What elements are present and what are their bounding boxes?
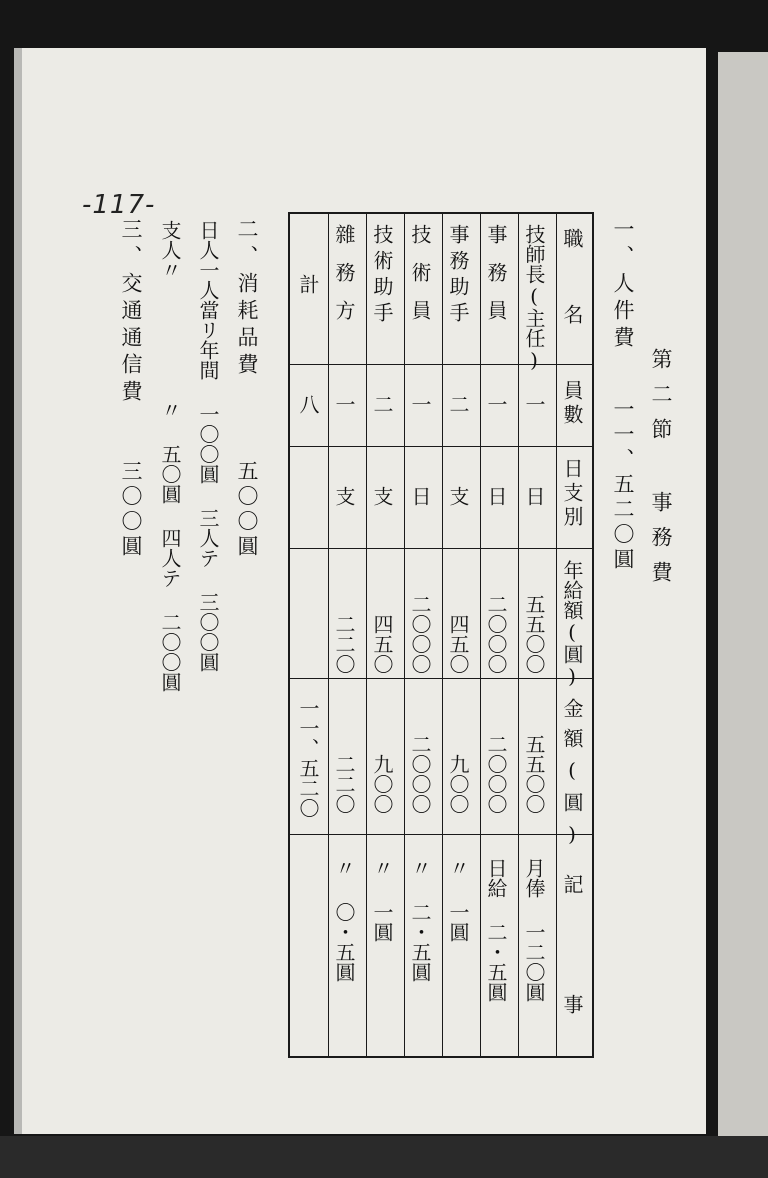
row6-count: 一 — [332, 394, 356, 414]
header-annual-pay: 年給額(圓) — [560, 560, 584, 688]
row1-amount: 五五〇〇 — [522, 734, 546, 814]
row1-note: 月俸 一二〇圓 — [522, 858, 546, 1002]
total-amount: 一一、五二〇 — [296, 698, 320, 818]
row5-amount: 九〇〇 — [370, 754, 394, 814]
row3-amount: 九〇〇 — [446, 754, 470, 814]
total-count: 八 — [296, 394, 320, 414]
row4-annual-pay: 二〇〇〇 — [408, 594, 432, 674]
item1-amount: 一一、五二〇圓 — [611, 398, 635, 573]
row3-note: 〃 一圓 — [446, 858, 470, 942]
item2-title: 二、消耗品費 — [235, 218, 259, 380]
row4-role: 技術員 — [408, 224, 432, 338]
row2-role: 事務員 — [484, 224, 508, 338]
row3-pay-type: 支 — [446, 486, 470, 506]
row5-count: 二 — [370, 394, 394, 414]
row6-amount: 二二〇 — [332, 754, 356, 814]
facing-page-edge — [718, 52, 768, 1136]
row2-count: 一 — [484, 394, 508, 414]
row5-pay-type: 支 — [370, 486, 394, 506]
row6-annual-pay: 二二〇 — [332, 614, 356, 674]
section-title: 第二節 事務費 — [649, 348, 673, 596]
row2-amount: 二〇〇〇 — [484, 734, 508, 814]
row3-role: 事務助手 — [446, 224, 470, 328]
row6-pay-type: 支 — [332, 486, 356, 506]
item2-amount: 五〇〇圓 — [235, 460, 259, 560]
personnel-table — [288, 212, 594, 1114]
row2-note: 日給 二・五圓 — [484, 858, 508, 1002]
item2-line2b: 〃 五〇圓 四人テ 二〇〇圓 — [158, 400, 182, 692]
header-note: 記事 — [560, 874, 584, 1114]
handwritten-page-number: -117- — [82, 190, 156, 220]
row4-count: 一 — [408, 394, 432, 414]
row6-note: 〃 〇・五圓 — [332, 858, 356, 982]
row2-pay-type: 日 — [484, 486, 508, 506]
total-label: 計 — [296, 274, 320, 294]
row4-amount: 二〇〇〇 — [408, 734, 432, 814]
scan-border — [0, 1136, 768, 1178]
header-pay-type: 日支別 — [560, 458, 584, 530]
row3-annual-pay: 四五〇 — [446, 614, 470, 674]
item2-line2a: 支人〃 — [158, 220, 182, 280]
row4-pay-type: 日 — [408, 486, 432, 506]
row5-role: 技術助手 — [370, 224, 394, 328]
item3-title: 三、交通通信費 — [119, 218, 143, 407]
row1-role: 技師長(主任) — [522, 224, 546, 372]
item3-amount: 三〇〇圓 — [119, 460, 143, 560]
row5-note: 〃 一圓 — [370, 858, 394, 942]
row2-annual-pay: 二〇〇〇 — [484, 594, 508, 674]
header-count: 員數 — [560, 380, 584, 428]
row1-pay-type: 日 — [522, 486, 546, 506]
header-amount: 金額(圓) — [560, 698, 584, 856]
item1-title: 一、人件費 — [611, 218, 635, 353]
header-role: 職名 — [560, 228, 584, 380]
row1-count: 一 — [522, 394, 546, 414]
row1-annual-pay: 五五〇〇 — [522, 594, 546, 674]
row6-role: 雜務方 — [332, 224, 356, 338]
row4-note: 〃 二・五圓 — [408, 858, 432, 982]
row5-annual-pay: 四五〇 — [370, 614, 394, 674]
item2-line1: 日人一人當リ年間 一〇〇圓 三人テ 三〇〇圓 — [196, 220, 220, 672]
row3-count: 二 — [446, 394, 470, 414]
